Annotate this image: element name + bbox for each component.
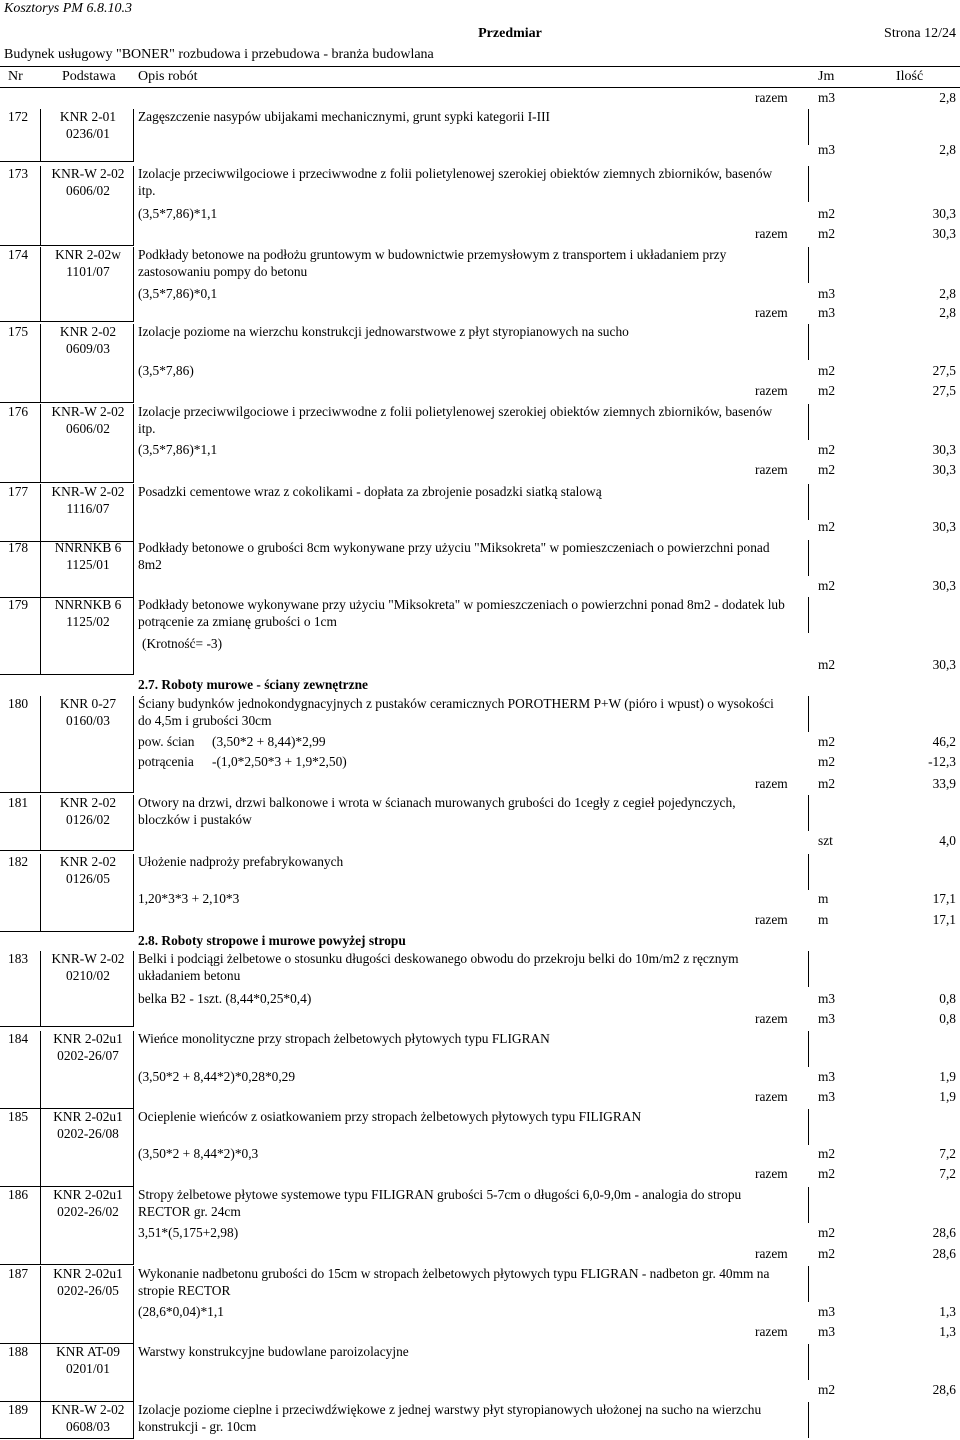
- column-divider: [808, 1344, 809, 1380]
- razem-label: razem: [755, 90, 788, 105]
- column-divider: [808, 1402, 809, 1438]
- measurement-quantity: 27,5: [932, 363, 956, 378]
- item-unit: m2: [818, 578, 836, 593]
- row-rule: [0, 321, 134, 322]
- item-number: 183: [8, 951, 29, 966]
- measurement-unit: m2: [818, 206, 836, 221]
- column-header-ilosc: Ilość: [896, 69, 924, 84]
- column-divider: [808, 540, 809, 576]
- column-divider: [40, 247, 41, 321]
- razem-label: razem: [755, 226, 788, 241]
- app-title: Kosztorys PM 6.8.10.3: [4, 1, 132, 16]
- item-description: Otwory na drzwi, drzwi balkonowe i wrota w ścianach murowanych grubości do 1cegły z cegieł pojedynczych, bloczków i pustaków: [138, 795, 736, 827]
- razem-unit: m2: [818, 1246, 836, 1261]
- column-divider: [40, 1266, 41, 1343]
- measurement-unit: m2: [818, 1146, 836, 1161]
- column-divider: [40, 854, 41, 931]
- measurement-expression: (3,5*7,86)*1,1: [138, 206, 218, 221]
- razem-unit: m2: [818, 776, 836, 791]
- item-code: KNR 2-02w 1101/07: [55, 247, 121, 279]
- section-heading: 2.8. Roboty stropowe i murowe powyżej stropu: [138, 933, 406, 948]
- item-quantity: 28,6: [932, 1382, 956, 1397]
- item-number: 181: [8, 795, 29, 810]
- item-quantity: 30,3: [932, 519, 956, 534]
- column-divider: [40, 696, 41, 792]
- column-divider: [133, 1344, 134, 1401]
- razem-quantity: 2,8: [939, 305, 956, 320]
- document-title: Przedmiar: [478, 26, 542, 41]
- row-rule: [0, 931, 134, 932]
- column-divider: [133, 1402, 134, 1438]
- column-divider: [808, 1109, 809, 1145]
- item-number: 175: [8, 324, 29, 339]
- razem-label: razem: [755, 1246, 788, 1261]
- column-divider: [133, 109, 134, 161]
- item-description: Podkłady betonowe o grubości 8cm wykonywane przy użyciu "Miksokreta" w pomieszczeniach o powierzchni ponad 8m2: [138, 540, 770, 572]
- column-header-podstawa: Podstawa: [62, 69, 116, 84]
- item-unit: m2: [818, 1382, 836, 1397]
- row-rule: [0, 1438, 134, 1439]
- column-divider: [133, 696, 134, 792]
- item-number: 186: [8, 1187, 29, 1202]
- measurement-quantity: 2,8: [939, 286, 956, 301]
- column-header-opis: Opis robót: [138, 69, 198, 84]
- measurement-unit: m2: [818, 363, 836, 378]
- column-divider: [133, 1031, 134, 1108]
- measurement-quantity: 1,3: [939, 1304, 956, 1319]
- column-divider: [808, 951, 809, 987]
- item-note: (Krotność= -3): [142, 636, 223, 651]
- item-quantity: 2,8: [939, 142, 956, 157]
- header-top-rule: [0, 66, 960, 67]
- item-description: Izolacje poziome na wierzchu konstrukcji jednowarstwowe z płyt styropianowych na sucho: [138, 324, 629, 339]
- column-divider: [40, 404, 41, 482]
- item-number: 189: [8, 1402, 29, 1417]
- measurement-quantity: 46,2: [932, 734, 956, 749]
- measurement-unit: m2: [818, 442, 836, 457]
- measurement-expression: (3,50*2 + 8,44*2)*0,28*0,29: [138, 1069, 296, 1084]
- column-divider: [808, 696, 809, 732]
- column-divider: [40, 1109, 41, 1186]
- item-description: Podkłady betonowe na podłożu gruntowym w budownictwie przemysłowym z transportem i układaniem przy zastosowaniu pompy do betonu: [138, 247, 727, 279]
- item-description: Izolacje poziome cieplne i przeciwdźwiękowe z jednej warstwy płyt styropianowych ułożonej na sucho na wierzchu konstrukcji - gr. 10cm: [138, 1402, 762, 1434]
- item-number: 188: [8, 1344, 29, 1359]
- row-rule: [0, 482, 134, 483]
- measurement-quantity: 28,6: [932, 1225, 956, 1240]
- row-rule: [0, 792, 134, 793]
- column-divider: [133, 540, 134, 597]
- item-code: KNR 2-02u1 0202-26/02: [53, 1187, 123, 1219]
- razem-unit: m3: [818, 1011, 836, 1026]
- razem-unit: m3: [818, 305, 836, 320]
- column-divider: [133, 324, 134, 402]
- measurement-quantity: 30,3: [932, 442, 956, 457]
- row-rule: [0, 161, 134, 162]
- item-code: KNR 2-02u1 0202-26/05: [53, 1266, 123, 1298]
- page-number: Strona 12/24: [884, 26, 956, 41]
- razem-quantity: 30,3: [932, 462, 956, 477]
- item-description: Ściany budynków jednokondygnacyjnych z pustaków ceramicznych POROTHERM P+W (pióro i wpust) o wysokości do 4,5m i grubości 30cm: [138, 696, 774, 728]
- item-description: Zagęszczenie nasypów ubijakami mechanicznymi, grunt sypki kategorii I-III: [138, 109, 550, 124]
- razem-label: razem: [755, 305, 788, 320]
- item-number: 179: [8, 597, 29, 612]
- item-code: KNR-W 2-02 0606/02: [51, 404, 125, 436]
- razem-unit: m2: [818, 226, 836, 241]
- item-quantity: 4,0: [939, 833, 956, 848]
- razem-label: razem: [755, 383, 788, 398]
- item-number: 173: [8, 166, 29, 181]
- measurement-expression: belka B2 - 1szt. (8,44*0,25*0,4): [138, 991, 312, 1006]
- item-code: KNR 2-02 0609/03: [59, 324, 117, 356]
- item-description: Stropy żelbetowe płytowe systemowe typu FILIGRAN grubości 5-7cm o długości 6,0-9,0m - analogia do stropu RECTOR gr. 24cm: [138, 1187, 742, 1219]
- item-code: KNR-W 2-02 0606/02: [51, 166, 125, 198]
- item-code: KNR 0-27 0160/03: [59, 696, 117, 728]
- razem-quantity: 27,5: [932, 383, 956, 398]
- razem-quantity: 0,8: [939, 1011, 956, 1026]
- column-divider: [808, 484, 809, 520]
- column-divider: [133, 404, 134, 482]
- column-divider: [808, 247, 809, 283]
- column-header-jm: Jm: [818, 69, 835, 84]
- razem-unit: m3: [818, 1089, 836, 1104]
- measurement-expression: 3,51*(5,175+2,98): [138, 1225, 239, 1240]
- item-code: KNR 2-02u1 0202-26/08: [53, 1109, 123, 1141]
- item-description: Ocieplenie wieńców z osiatkowaniem przy stropach żelbetowych płytowych typu FILIGRAN: [138, 1109, 642, 1124]
- measurement-expression: (3,5*7,86)*0,1: [138, 286, 218, 301]
- measurement-quantity: 30,3: [932, 206, 956, 221]
- razem-quantity: 2,8: [939, 90, 956, 105]
- item-quantity: 30,3: [932, 657, 956, 672]
- measurement-unit: m3: [818, 991, 836, 1006]
- razem-label: razem: [755, 1011, 788, 1026]
- item-unit: m3: [818, 142, 836, 157]
- column-divider: [133, 951, 134, 1026]
- column-divider: [40, 484, 41, 541]
- razem-label: razem: [755, 1089, 788, 1104]
- item-number: 176: [8, 404, 29, 419]
- razem-label: razem: [755, 776, 788, 791]
- item-description: Warstwy konstrukcyjne budowlane paroizolacyjne: [138, 1344, 409, 1359]
- razem-quantity: 1,3: [939, 1324, 956, 1339]
- row-rule: [0, 850, 134, 851]
- column-divider: [40, 1031, 41, 1108]
- column-divider: [808, 109, 809, 145]
- item-code: NNRNKB 6 1125/01: [54, 540, 122, 572]
- row-rule: [0, 245, 134, 246]
- item-number: 172: [8, 109, 29, 124]
- section-heading: 2.7. Roboty murowe - ściany zewnętrzne: [138, 677, 368, 692]
- column-divider: [133, 854, 134, 931]
- column-divider: [133, 484, 134, 541]
- item-code: KNR 2-01 0236/01: [59, 109, 117, 141]
- item-code: KNR-W 2-02 0210/02: [51, 951, 125, 983]
- measurement-unit: m3: [818, 286, 836, 301]
- item-number: 180: [8, 696, 29, 711]
- item-number: 178: [8, 540, 29, 555]
- column-divider: [808, 854, 809, 890]
- razem-unit: m3: [818, 90, 836, 105]
- measurement-quantity: 7,2: [939, 1146, 956, 1161]
- measurement-unit: m2: [818, 734, 836, 749]
- column-divider: [133, 597, 134, 674]
- measurement-expression: (28,6*0,04)*1,1: [138, 1304, 224, 1319]
- item-description: Belki i podciągi żelbetowe o stosunku długości deskowanego obwodu do przekroju belki do 10m/m2 z ręcznym układaniem betonu: [138, 951, 739, 983]
- razem-unit: m2: [818, 383, 836, 398]
- razem-quantity: 17,1: [932, 912, 956, 927]
- column-divider: [40, 795, 41, 850]
- measurement-unit: m2: [818, 1225, 836, 1240]
- item-number: 174: [8, 247, 29, 262]
- measurement-quantity: 17,1: [932, 891, 956, 906]
- measurement-unit: m: [818, 891, 829, 906]
- measurement-expression: (3,50*2 + 8,44)*2,99: [212, 734, 326, 749]
- column-divider: [808, 597, 809, 633]
- column-divider: [40, 166, 41, 245]
- razem-quantity: 7,2: [939, 1166, 956, 1181]
- razem-label: razem: [755, 912, 788, 927]
- row-rule: [0, 402, 134, 403]
- header-bottom-rule: [0, 87, 960, 88]
- measurement-expression: -(1,0*2,50*3 + 1,9*2,50): [212, 754, 347, 769]
- item-code: KNR 2-02 0126/02: [59, 795, 117, 827]
- item-code: KNR-W 2-02 1116/07: [51, 484, 125, 516]
- column-divider: [40, 1402, 41, 1438]
- measurement-quantity: 0,8: [939, 991, 956, 1006]
- column-divider: [40, 540, 41, 597]
- column-divider: [808, 404, 809, 440]
- razem-unit: m2: [818, 1166, 836, 1181]
- razem-label: razem: [755, 1324, 788, 1339]
- item-description: Posadzki cementowe wraz z cokolikami - dopłata za zbrojenie posadzki siatką stalową: [138, 484, 602, 499]
- measurement-expression: (3,5*7,86)*1,1: [138, 442, 218, 457]
- measurement-quantity: 1,9: [939, 1069, 956, 1084]
- column-divider: [40, 109, 41, 161]
- row-rule: [0, 1026, 134, 1027]
- column-divider: [133, 247, 134, 321]
- item-number: 184: [8, 1031, 29, 1046]
- measurement-expression: 1,20*3*3 + 2,10*3: [138, 891, 240, 906]
- column-divider: [808, 324, 809, 360]
- measurement-unit: m3: [818, 1304, 836, 1319]
- item-description: Izolacje przeciwwilgociowe i przeciwwodne z folii polietylenowej szerokiej obiektów ziemnych zbiorników, basenów itp.: [138, 404, 773, 436]
- measurement-expression: (3,50*2 + 8,44*2)*0,3: [138, 1146, 259, 1161]
- razem-quantity: 33,9: [932, 776, 956, 791]
- document-subtitle: Budynek usługowy "BONER" rozbudowa i przebudowa - branża budowlana: [4, 47, 434, 62]
- item-number: 185: [8, 1109, 29, 1124]
- item-quantity: 30,3: [932, 578, 956, 593]
- item-description: Podkłady betonowe wykonywane przy użyciu "Miksokreta" w pomieszczeniach o powierzchni ponad 8m2 - dodatek lub potrącenie za zmianę grubości o 1cm: [138, 597, 785, 629]
- item-unit: m2: [818, 519, 836, 534]
- item-description: Wykonanie nadbetonu grubości do 15cm w stropach żelbetowych płytowych typu FLIGRAN - nadbeton gr. 40mm na stropie RECTOR: [138, 1266, 770, 1298]
- razem-quantity: 28,6: [932, 1246, 956, 1261]
- column-header-nr: Nr: [8, 69, 23, 84]
- item-code: KNR AT-09 0201/01: [56, 1344, 120, 1376]
- item-code: NNRNKB 6 1125/02: [54, 597, 122, 629]
- razem-quantity: 30,3: [932, 226, 956, 241]
- measurement-label: pow. ścian: [138, 734, 195, 749]
- row-rule: [0, 674, 134, 675]
- item-code: KNR 2-02 0126/05: [59, 854, 117, 886]
- column-divider: [133, 1266, 134, 1343]
- item-unit: m2: [818, 657, 836, 672]
- item-number: 182: [8, 854, 29, 869]
- column-divider: [40, 1187, 41, 1264]
- measurement-expression: (3,5*7,86): [138, 363, 194, 378]
- item-number: 177: [8, 484, 29, 499]
- item-code: KNR-W 2-02 0608/03: [51, 1402, 125, 1434]
- item-number: 187: [8, 1266, 29, 1281]
- item-description: Ułożenie nadproży prefabrykowanych: [138, 854, 344, 869]
- measurement-unit: m2: [818, 754, 836, 769]
- column-divider: [133, 1109, 134, 1186]
- column-divider: [808, 1266, 809, 1302]
- item-description: Wieńce monolityczne przy stropach żelbetowych płytowych typu FLIGRAN: [138, 1031, 550, 1046]
- item-description: Izolacje przeciwwilgociowe i przeciwwodne z folii polietylenowej szerokiej obiektów ziemnych zbiorników, basenów itp.: [138, 166, 773, 198]
- column-divider: [40, 324, 41, 402]
- column-divider: [133, 1187, 134, 1264]
- row-rule: [0, 1264, 134, 1265]
- column-divider: [40, 1344, 41, 1401]
- razem-label: razem: [755, 1166, 788, 1181]
- razem-unit: m3: [818, 1324, 836, 1339]
- column-divider: [133, 795, 134, 850]
- item-unit: szt: [818, 833, 833, 848]
- razem-unit: m: [818, 912, 829, 927]
- column-divider: [40, 597, 41, 674]
- column-divider: [40, 951, 41, 1026]
- measurement-label: potrącenia: [138, 754, 194, 769]
- measurement-unit: m3: [818, 1069, 836, 1084]
- item-code: KNR 2-02u1 0202-26/07: [53, 1031, 123, 1063]
- razem-quantity: 1,9: [939, 1089, 956, 1104]
- razem-unit: m2: [818, 462, 836, 477]
- column-divider: [808, 1187, 809, 1223]
- column-divider: [808, 1031, 809, 1067]
- razem-label: razem: [755, 462, 788, 477]
- column-divider: [808, 795, 809, 831]
- column-divider: [133, 166, 134, 245]
- column-divider: [808, 166, 809, 202]
- measurement-quantity: -12,3: [928, 754, 956, 769]
